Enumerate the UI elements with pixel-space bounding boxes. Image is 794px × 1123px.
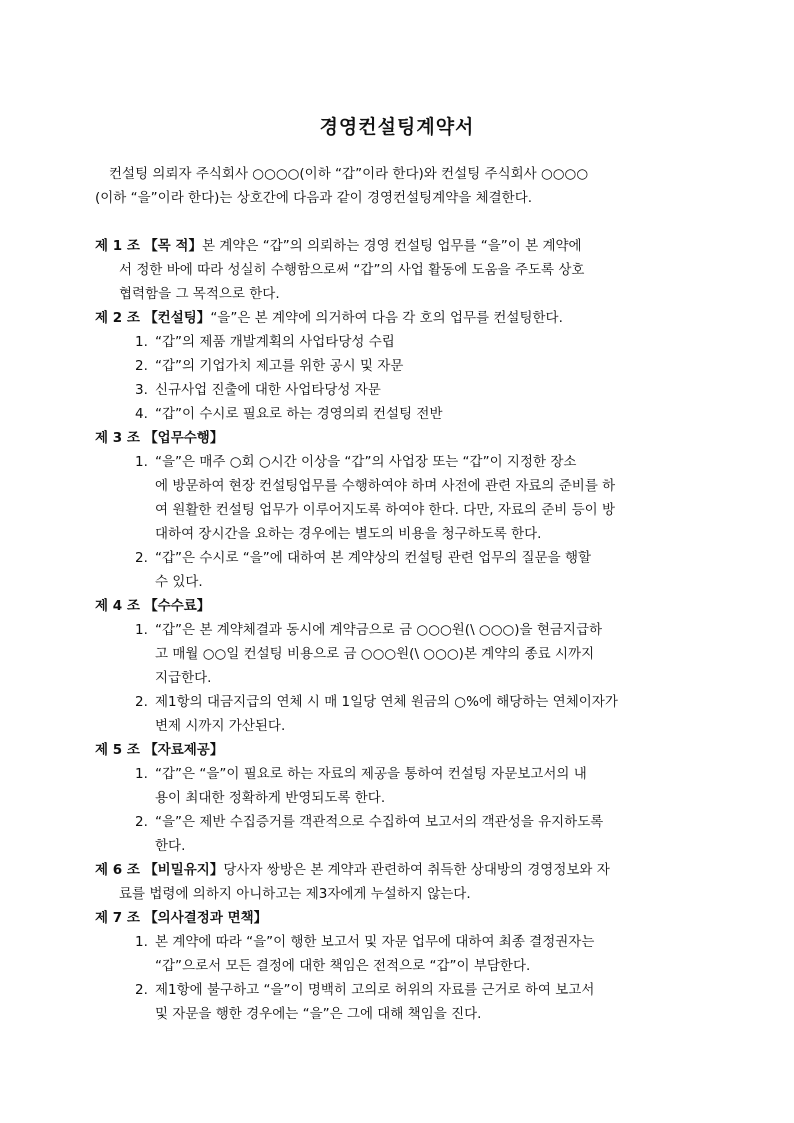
list-item-text: “갑”은 수시로 “을”에 대하여 본 계약상의 컨설팅 관련 업무의 질문을 행할 [155,550,592,566]
article-heading-line [95,858,705,882]
list-item-text: 대하여 장시간을 요하는 경우에는 별도의 비용을 청구하도록 한다. [155,526,542,542]
article [95,738,705,858]
article-text: “을”은 본 계약에 의거하여 다음 각 호의 업무를 컨설팅한다. [210,310,563,326]
list-item [95,930,705,978]
article [95,426,705,594]
article-text: 본 계약은 “갑”의 의뢰하는 경영 컨설팅 업무를 “을”이 본 계약에 [201,238,582,254]
list-item-text: 변제 시까지 가산된다. [155,718,286,734]
intro-line: (이하 “을”이라 한다)는 상호간에 다음과 같이 경영컨설팅계약을 체결한다. [95,190,533,206]
list-item-text: 본 계약에 따라 “을”이 행한 보고서 및 자문 업무에 대하여 최종 결정권자는 [155,934,595,950]
list-item-text: 용이 최대한 정확하게 반영되도록 한다. [155,790,386,806]
list-item [95,762,705,810]
article-number: 제 4 조 [95,598,140,614]
article-title: 【목 적】 [144,238,202,254]
list-item-text: 제1항의 대금지급의 연체 시 매 1일당 연체 원금의 ○%에 해당하는 연체이자가 [155,694,618,710]
list-item-text: 한다. [155,838,186,854]
article-text: 료를 법령에 의하지 아니하고는 제3자에게 누설하지 않는다. [119,886,471,902]
list-item-text: 에 방문하여 현장 컨설팅업무를 수행하여야 하며 사전에 관련 자료의 준비를 하 [155,478,616,494]
document-title: 경영컨설팅계약서 [319,116,475,138]
list-item-number: 1. [135,766,148,782]
list-item [95,330,705,354]
list-item-text: “을”은 매주 ○회 ○시간 이상을 “갑”의 사업장 또는 “갑”이 지정한 장소 [155,454,577,470]
list-item [95,978,705,1026]
list-item-text: 고 매월 ○○일 컨설팅 비용으로 금 ○○○원(\ ○○○)본 계약의 종료 시까지 [155,646,595,662]
list-item [95,450,705,546]
list-item-text: “갑”은 “을”이 필요로 하는 자료의 제공을 통하여 컨설팅 자문보고서의 내 [155,766,587,782]
article-number: 제 3 조 [95,430,140,446]
article-text: 서 정한 바에 따라 성실히 수행함으로써 “갑”의 사업 활동에 도움을 주도록 상호 [119,262,585,278]
article [95,906,705,1026]
article-title: 【자료제공】 [144,742,224,758]
list-item-number: 3. [135,382,148,398]
list-item [95,378,705,402]
intro-line: 컨설팅 의뢰자 주식회사 ○○○○(이하 “갑”이라 한다)와 컨설팅 주식회사 ○○○○ [109,166,589,182]
list-item-number: 1. [135,454,148,470]
list-item-number: 2. [135,694,148,710]
list-item-number: 1. [135,934,148,950]
list-item-number: 2. [135,550,148,566]
list-item-number: 2. [135,982,148,998]
list-item-text: “갑”으로서 모든 결정에 대한 책임은 전적으로 “갑”이 부담한다. [155,958,531,974]
article-title: 【수수료】 [144,598,211,614]
list-item [95,546,705,594]
list-item-text: 지급한다. [155,670,212,686]
list-item-text: 수 있다. [155,574,203,590]
article-number: 제 2 조 [95,310,140,326]
article-number: 제 1 조 [95,238,140,254]
article-heading-line [95,426,705,450]
list-item-number: 4. [135,406,148,422]
article-number: 제 5 조 [95,742,140,758]
list-item-number: 2. [135,814,148,830]
list-item-text: “갑”이 수시로 필요로 하는 경영의뢰 컨설팅 전반 [155,406,443,422]
list-item [95,618,705,690]
article-number: 제 6 조 [95,862,140,878]
list-item [95,810,705,858]
list-item-text: “갑”의 제품 개발계획의 사업타당성 수립 [155,334,395,350]
article [95,234,705,306]
article-text: 당사자 쌍방은 본 계약과 관련하여 취득한 상대방의 경영정보와 자 [223,862,610,878]
article-heading-line [95,306,705,330]
list-item-text: 신규사업 진출에 대한 사업타당성 자문 [155,382,381,398]
article-heading-line [95,234,705,258]
article-title: 【컨설팅】 [144,310,211,326]
article [95,306,705,426]
list-item-text: 제1항에 불구하고 “을”이 명백히 고의로 허위의 자료를 근거로 하여 보고서 [155,982,595,998]
list-item [95,690,705,738]
list-item [95,402,705,426]
article-heading-line [95,738,705,762]
intro-paragraph [95,162,700,210]
article [95,594,705,738]
article-title: 【의사결정과 면책】 [144,910,268,926]
list-item-number: 2. [135,358,148,374]
article [95,858,705,906]
article-number: 제 7 조 [95,910,140,926]
list-item-number: 1. [135,334,148,350]
articles-section [95,234,705,1026]
article-heading-line [95,906,705,930]
list-item [95,354,705,378]
article-text: 협력함을 그 목적으로 한다. [119,286,280,302]
list-item-text: “갑”의 기업가치 제고를 위한 공시 및 자문 [155,358,404,374]
list-item-text: “을”은 제반 수집증거를 객관적으로 수집하여 보고서의 객관성을 유지하도록 [155,814,604,830]
list-item-text: 및 자문을 행한 경우에는 “을”은 그에 대해 책임을 진다. [155,1006,482,1022]
article-heading-line [95,594,705,618]
list-item-number: 1. [135,622,148,638]
article-title: 【업무수행】 [144,430,224,446]
article-title: 【비밀유지】 [144,862,224,878]
list-item-text: 여 원활한 컨설팅 업무가 이루어지도록 하여야 한다. 다만, 자료의 준비 등이 방 [155,502,616,518]
list-item-text: “갑”은 본 계약체결과 동시에 계약금으로 금 ○○○원(\ ○○○)을 현금지급하 [155,622,603,638]
